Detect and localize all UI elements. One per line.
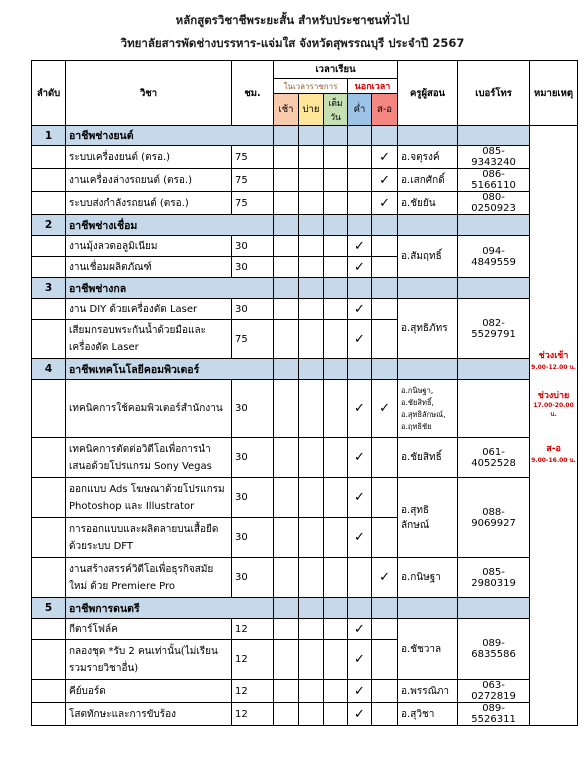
check-mark: ✓ <box>348 640 372 680</box>
subject-cell: ระบบเครื่องยนต์ (ตรอ.) <box>66 146 232 169</box>
table-row <box>32 192 578 215</box>
subject-cell: งานมุ้งลวดอลูมิเนียม <box>66 236 232 257</box>
subject-cell: กีตาร์โฟล์ค <box>66 619 232 640</box>
document-title: หลักสูตรวิชาชีพระยะสั้น สำหรับประชาชนทั่วไป <box>175 13 410 27</box>
hours-cell: 12 <box>232 640 274 680</box>
phone-cell: 089-6835586 <box>458 619 530 680</box>
header-office-hours: ในเวลาราชการ <box>274 79 348 94</box>
hours-cell: 12 <box>232 619 274 640</box>
check-mark: ✓ <box>372 169 398 192</box>
table-row <box>32 703 578 726</box>
section-no: 3 <box>32 278 66 299</box>
check-mark: ✓ <box>372 146 398 169</box>
hours-cell: 30 <box>232 257 274 278</box>
phone-cell: 085-2980319 <box>458 558 530 598</box>
phone-cell: 089-5526311 <box>458 703 530 726</box>
check-mark: ✓ <box>372 192 398 215</box>
header-afternoon: บ่าย <box>299 94 324 126</box>
hours-cell: 30 <box>232 438 274 478</box>
subject-cell: คีย์บอร์ด <box>66 680 232 703</box>
hours-cell: 30 <box>232 478 274 518</box>
teacher-cell: อ.ชัยยัน <box>398 192 458 215</box>
subject-cell: ระบบส่งกำลังรถยนต์ (ตรอ.) <box>66 192 232 215</box>
hours-cell: 75 <box>232 169 274 192</box>
section-name: อาชีพช่างยนต์ <box>66 126 274 146</box>
teacher-name: อ.กนิษฐา, <box>401 385 434 395</box>
subject-cell: งานเชื่อมผลิตภัณฑ์ <box>66 257 232 278</box>
phone-cell: 088-9069927 <box>458 478 530 558</box>
check-mark: ✓ <box>348 299 372 320</box>
header-no: ลำดับ <box>32 61 66 126</box>
teacher-cell: อ.สุวิชา <box>398 703 458 726</box>
phone-cell: 080-0250923 <box>458 192 530 215</box>
section-name: อาชีพช่างกล <box>66 278 274 299</box>
note-cell <box>530 126 578 726</box>
header-morning: เช้า <box>274 94 299 126</box>
phone-cell: 085-9343240 <box>458 146 530 169</box>
hours-cell: 30 <box>232 558 274 598</box>
hours-cell: 75 <box>232 320 274 359</box>
subject-cell: โสตทักษะและการขับร้อง <box>66 703 232 726</box>
header-off-hours: นอกเวลา <box>348 79 398 94</box>
subject-cell: การออกแบบและผลิตลายบนเสื้อยืดด้วยระบบ DFT <box>66 518 232 558</box>
teacher-cell: อ.สุทธิลักษณ์ <box>398 478 458 558</box>
header-note: หมายเหตุ <box>530 61 578 126</box>
subject-cell: กลองชุด *รับ 2 คนเท่านั้น(ไม่เรียนรวมรายวิชาอื่น) <box>66 640 232 680</box>
subject-cell: เทคนิคการใช้คอมพิวเตอร์สำนักงาน <box>66 380 232 438</box>
phone-cell: 063-0272819 <box>458 680 530 703</box>
subject-cell: เทคนิคการตัดต่อวิดีโอเพื่อการนำเสนอด้วยโปรแกรม Sony Vegas <box>66 438 232 478</box>
teacher-name: อ.ชัยสิทธิ์, <box>401 397 434 407</box>
phone-cell <box>458 380 530 438</box>
check-mark: ✓ <box>372 380 398 438</box>
section-no: 4 <box>32 359 66 380</box>
hours-cell: 30 <box>232 518 274 558</box>
check-mark: ✓ <box>348 236 372 257</box>
subject-cell: งานสร้างสรรค์วิดีโอเพื่อธุรกิจสมัยใหม่ ด้วย Premiere Pro <box>66 558 232 598</box>
teacher-cell: อ.ชัชวาล <box>398 619 458 680</box>
phone-cell: 061-4052528 <box>458 438 530 478</box>
header-study-time: เวลาเรียน <box>274 61 398 79</box>
header-subject: วิชา <box>66 61 232 126</box>
subject-cell: ออกแบบ Ads โฆษณาด้วยโปรแกรม Photoshop และ Illustrator <box>66 478 232 518</box>
subject-cell: งานเครื่องล่างรถยนต์ (ตรอ.) <box>66 169 232 192</box>
header-teacher: ครูผู้สอน <box>398 61 458 126</box>
subject-cell: งาน DIY ด้วยเครื่องตัด Laser <box>66 299 232 320</box>
header-evening: ค่ำ <box>348 94 372 126</box>
phone-cell: 086-5166110 <box>458 169 530 192</box>
teacher-cell-multi <box>398 380 458 438</box>
header-fullday: เต็ม วัน <box>324 94 348 126</box>
hours-cell: 30 <box>232 236 274 257</box>
teacher-cell: อ.กนิษฐา <box>398 558 458 598</box>
section-no: 1 <box>32 126 66 146</box>
section-row <box>32 215 578 236</box>
section-row <box>32 126 578 146</box>
teacher-cell: อ.เสกศักดิ์ <box>398 169 458 192</box>
section-no: 5 <box>32 598 66 619</box>
header-sat-sun: ส-อ <box>372 94 398 126</box>
table-row <box>32 558 578 598</box>
table-row <box>32 169 578 192</box>
note-morning: ช่วงเช้า <box>538 351 569 361</box>
table-row <box>32 380 578 438</box>
note-afternoon-time: 17.00-20.00 น. <box>533 402 574 418</box>
check-mark: ✓ <box>348 257 372 278</box>
hours-cell: 30 <box>232 380 274 438</box>
check-mark: ✓ <box>348 680 372 703</box>
teacher-cell: อ.จตุรงค์ <box>398 146 458 169</box>
document-subtitle: วิทยาลัยสารพัดช่างบรรหาร-แจ่มใส จังหวัดสุพรรณบุรี ประจำปี 2567 <box>120 36 465 50</box>
course-table <box>31 60 578 726</box>
table-row <box>32 438 578 478</box>
phone-cell: 094-4849559 <box>458 236 530 278</box>
check-mark: ✓ <box>348 478 372 518</box>
section-name: อาชีพเทคโนโลยีคอมพิวเตอร์ <box>66 359 274 380</box>
table-row <box>32 619 578 640</box>
teacher-name: อ.ฤทธิชัย <box>401 421 432 431</box>
teacher-cell: อ.สัมฤทธิ์ <box>398 236 458 278</box>
hours-cell: 75 <box>232 146 274 169</box>
check-mark: ✓ <box>348 619 372 640</box>
check-mark: ✓ <box>348 380 372 438</box>
teacher-cell: อ.สุทธิภัทร <box>398 299 458 359</box>
section-row <box>32 598 578 619</box>
check-mark: ✓ <box>348 518 372 558</box>
subject-cell: เสียมกรอบพระกันน้ำด้วยมือและเครื่องตัด Laser <box>66 320 232 359</box>
section-name: อาชีพช่างเชื่อม <box>66 215 274 236</box>
hours-cell: 30 <box>232 299 274 320</box>
note-afternoon: ช่วงบ่าย <box>537 391 570 401</box>
header-hours: ชม. <box>232 61 274 126</box>
note-sat-sun: ส-อ <box>546 444 561 454</box>
note-morning-time: 9.00-12.00 น. <box>531 364 576 371</box>
table-row <box>32 236 578 257</box>
hours-cell: 12 <box>232 680 274 703</box>
check-mark: ✓ <box>372 558 398 598</box>
hours-cell: 12 <box>232 703 274 726</box>
teacher-cell: อ.ชัยสิทธิ์ <box>398 438 458 478</box>
teacher-cell: อ.พรรณิภา <box>398 680 458 703</box>
section-no: 2 <box>32 215 66 236</box>
section-name: อาชีพการดนตรี <box>66 598 274 619</box>
check-mark: ✓ <box>348 438 372 478</box>
table-row <box>32 680 578 703</box>
check-mark: ✓ <box>348 320 372 359</box>
table-row <box>32 299 578 320</box>
section-row <box>32 278 578 299</box>
check-mark: ✓ <box>348 703 372 726</box>
hours-cell: 75 <box>232 192 274 215</box>
section-row <box>32 359 578 380</box>
teacher-name: อ.สุทธิลักษณ์, <box>401 409 446 419</box>
table-row <box>32 146 578 169</box>
table-row <box>32 478 578 518</box>
note-sat-sun-time: 9.00-16.00 น. <box>531 457 576 464</box>
phone-cell: 082-5529791 <box>458 299 530 359</box>
header-phone: เบอร์โทร <box>458 61 530 126</box>
